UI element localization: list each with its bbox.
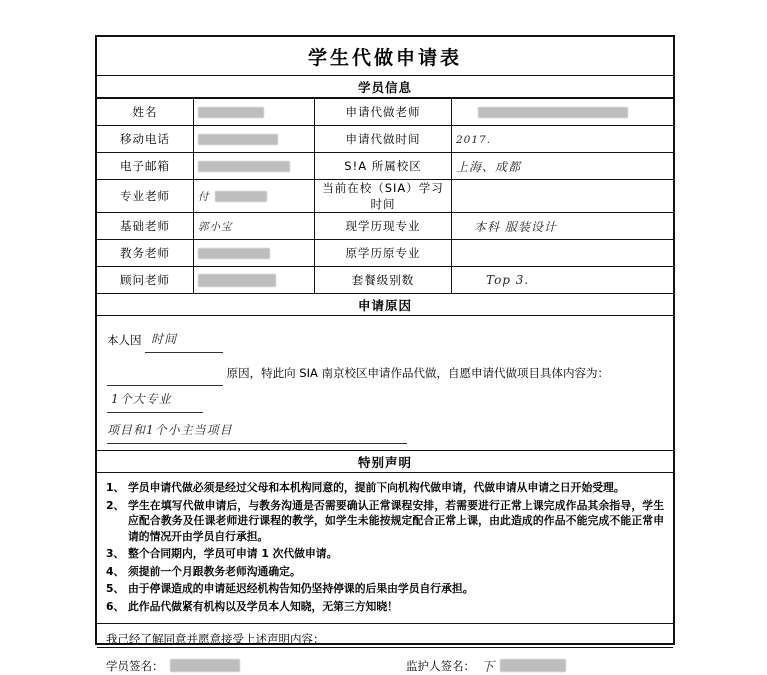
table-row [97, 213, 673, 240]
redacted-value [198, 107, 264, 118]
field-value [194, 267, 315, 294]
field-value [452, 126, 674, 153]
redacted-value [198, 248, 270, 259]
list-item [106, 564, 664, 580]
field-label: 基础老师 [97, 213, 194, 240]
guardian-signature-label: 监护人签名： [406, 658, 475, 673]
redacted-guardian-signature [500, 659, 566, 672]
field-value [452, 267, 674, 294]
field-label: 申请代做时间 [315, 126, 452, 153]
handwritten-content-2: 项目和1个小主当项目 [107, 417, 407, 444]
list-number: 5、 [106, 582, 125, 595]
list-text: 学员申请代做必须是经过父母和本机构同意的，提前下向机构代做申请，代做申请从申请之日开始受理。 [128, 481, 625, 494]
section-header-statement: 特别声明 [97, 451, 673, 473]
list-text: 整个合同期内，学员可申请 1 次代做申请。 [128, 547, 338, 560]
field-label: S!A 所属校区 [315, 153, 452, 180]
list-text: 学生在填写代做申请后，与教务沟通是否需要确认正常课程安排，若需要进行正常上课完成作品其余指导，学生应配合教务及任课老师进行课程的教学，如学生未能按规定配合正常上课，由此造成的作品不能完成不能正常申请的情况开由学员自行承担。 [128, 498, 664, 543]
handwritten-value: 上海、成都 [456, 159, 522, 174]
field-label: 申请代做老师 [315, 99, 452, 126]
field-value [452, 180, 674, 213]
field-label: 电子邮箱 [97, 153, 194, 180]
handwritten-value: 2017. [456, 134, 492, 146]
acknowledgement-text: 我己经了解同意并愿意接受上述声明内容： [97, 624, 673, 648]
redacted-value [198, 134, 278, 145]
handwritten-value: Top 3. [486, 273, 530, 287]
field-label: 原学历原专业 [315, 240, 452, 267]
student-signature-cell [106, 656, 406, 675]
handwritten-guardian-signature: 下 [481, 660, 495, 675]
field-value [194, 240, 315, 267]
reason-line-2 [107, 359, 663, 413]
section-header-student-info: 学员信息 [97, 76, 673, 98]
student-signature-label: 学员签名： [106, 658, 164, 673]
field-label: 姓名 [97, 99, 194, 126]
reason-text: 原因，特此向 SIA 南京校区申请作品代做，自愿申请代做项目具体内容为： [226, 366, 610, 380]
application-form [95, 35, 675, 675]
field-label: 当前在校（SIA）学习时间 [315, 180, 452, 213]
field-label: 现学历现专业 [315, 213, 452, 240]
table-row [97, 180, 673, 213]
field-label: 专业老师 [97, 180, 194, 213]
list-number: 4、 [106, 564, 125, 578]
redacted-value [215, 191, 267, 202]
field-value [194, 213, 315, 240]
reason-prefix: 本人因 [107, 333, 142, 347]
field-value [194, 153, 315, 180]
guardian-signature-cell [406, 656, 566, 675]
reason-line-1 [107, 326, 663, 353]
handwritten-value: 本科 服装设计 [474, 219, 557, 234]
list-text: 须提前一个月跟教务老师沟通确定。 [128, 564, 301, 578]
table-row [97, 126, 673, 153]
redacted-value [198, 274, 276, 287]
list-item [106, 480, 664, 496]
field-value [452, 213, 674, 240]
redacted-value [478, 107, 628, 118]
field-label: 教务老师 [97, 240, 194, 267]
list-text: 由于停课造成的申请延迟经机构告知仍坚持停课的后果由学员自行承担。 [128, 582, 474, 595]
field-value [452, 153, 674, 180]
title-row [97, 37, 673, 76]
list-number: 2、 [106, 498, 125, 512]
table-row [97, 153, 673, 180]
field-label: 套餐级别数 [315, 267, 452, 294]
handwritten-value: 郭小宝 [198, 220, 233, 233]
reason-body [97, 316, 673, 451]
redacted-value [198, 161, 290, 172]
signature-row [97, 648, 673, 675]
list-item [106, 599, 664, 615]
list-item [106, 546, 664, 562]
table-row [97, 267, 673, 294]
statement-body [97, 473, 673, 624]
handwritten-value: 付 [198, 190, 210, 203]
field-label: 顾问老师 [97, 267, 194, 294]
list-number: 6、 [106, 599, 125, 613]
field-value [452, 240, 674, 267]
page-title: 学生代做申请表 [307, 46, 462, 69]
list-number: 1、 [106, 481, 125, 494]
table-row [97, 240, 673, 267]
redacted-student-signature [170, 659, 240, 672]
field-value [194, 99, 315, 126]
handwritten-reason: 时间 [145, 326, 223, 353]
section-header-reason: 申请原因 [97, 293, 673, 316]
field-value [452, 99, 674, 126]
student-info-table [97, 98, 673, 293]
table-row [97, 99, 673, 126]
list-item [106, 498, 664, 545]
list-number: 3、 [106, 547, 125, 560]
list-text: 此作品代做紧有机构以及学员本人知晓，无第三方知晓！ [128, 599, 398, 613]
reason-line-3 [107, 417, 663, 444]
list-item [106, 581, 664, 597]
field-label: 移动电话 [97, 126, 194, 153]
field-value [194, 126, 315, 153]
field-value [194, 180, 315, 213]
handwritten-content: 1个大专业 [107, 386, 203, 413]
